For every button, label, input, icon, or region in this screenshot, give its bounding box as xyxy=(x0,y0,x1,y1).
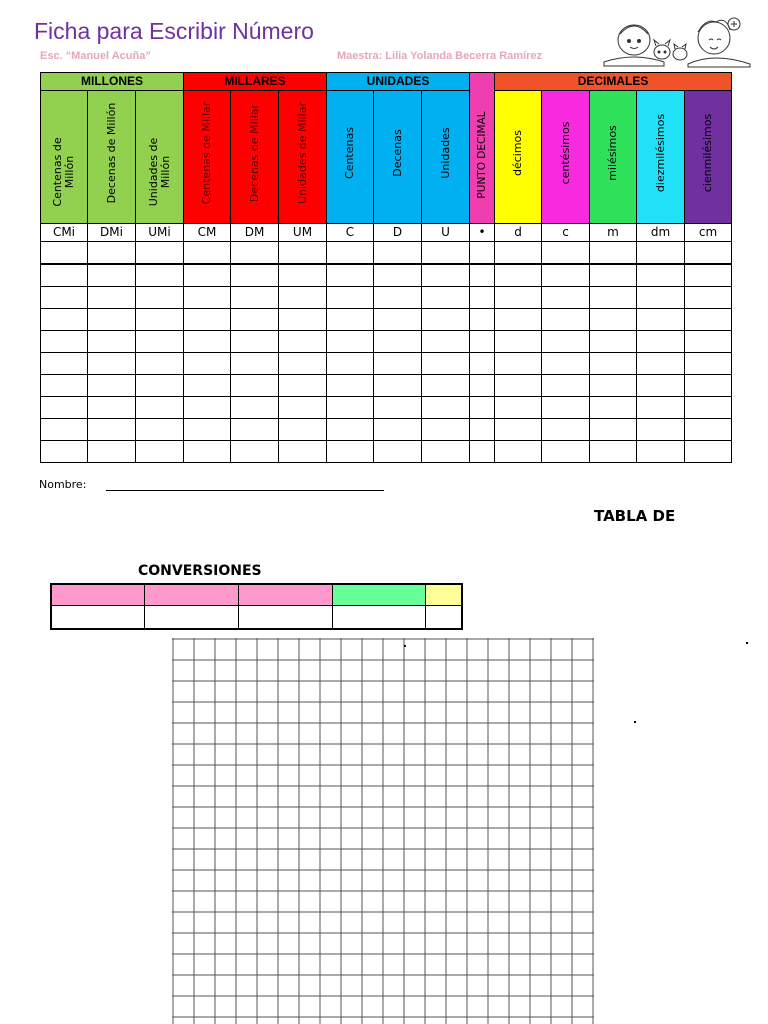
col-decenas-millar xyxy=(231,91,279,224)
table-row xyxy=(41,264,732,287)
digit-cell[interactable] xyxy=(41,264,88,287)
digit-cell[interactable] xyxy=(231,287,279,309)
col-milesimos xyxy=(590,91,637,224)
digit-cell[interactable] xyxy=(279,264,327,287)
digit-cell[interactable] xyxy=(279,375,327,397)
digit-cell[interactable] xyxy=(637,242,685,265)
digit-cell[interactable] xyxy=(685,441,732,463)
table-row xyxy=(41,419,732,441)
col-punto-decimal xyxy=(470,73,495,224)
digit-cell[interactable] xyxy=(495,353,542,375)
grid-paper xyxy=(172,638,594,1024)
digit-cell[interactable] xyxy=(590,287,637,309)
table-row xyxy=(41,242,732,265)
conversion-header-row xyxy=(51,584,462,606)
digit-cell[interactable] xyxy=(327,353,374,375)
digit-cell[interactable] xyxy=(685,264,732,287)
digit-cell[interactable] xyxy=(637,419,685,441)
digit-cell[interactable] xyxy=(88,242,136,265)
digit-cell[interactable] xyxy=(41,419,88,441)
digit-cell[interactable] xyxy=(542,264,590,287)
digit-cell[interactable] xyxy=(495,264,542,287)
digit-cell[interactable] xyxy=(279,309,327,331)
digit-cell[interactable] xyxy=(470,331,495,353)
digit-cell[interactable] xyxy=(327,419,374,441)
group-decimales: DECIMALES xyxy=(495,73,732,91)
digit-cell[interactable] xyxy=(231,419,279,441)
col-centenas xyxy=(327,91,374,224)
abbr-cell: D xyxy=(374,224,422,242)
digit-cell[interactable] xyxy=(136,419,184,441)
digit-cell[interactable] xyxy=(590,397,637,419)
digit-cell[interactable] xyxy=(637,287,685,309)
digit-cell[interactable] xyxy=(422,287,470,309)
digit-cell[interactable] xyxy=(327,375,374,397)
digit-cell[interactable] xyxy=(184,375,231,397)
digit-cell[interactable] xyxy=(637,375,685,397)
digit-cell[interactable] xyxy=(184,309,231,331)
digit-cell[interactable] xyxy=(590,309,637,331)
abbr-cell: d xyxy=(495,224,542,242)
digit-cell[interactable] xyxy=(637,441,685,463)
nombre-field[interactable] xyxy=(106,490,384,491)
digit-cell[interactable] xyxy=(374,353,422,375)
nombre-label: Nombre: xyxy=(39,478,87,491)
digit-cell[interactable] xyxy=(590,419,637,441)
school-name: Esc. “Manuel Acuña” xyxy=(40,50,151,62)
abbr-cell: UMi xyxy=(136,224,184,242)
conversion-header-cell xyxy=(144,584,238,606)
digit-cell[interactable] xyxy=(41,242,88,265)
digit-cell[interactable] xyxy=(184,264,231,287)
digit-cell[interactable] xyxy=(88,353,136,375)
conversion-header-cell xyxy=(332,584,425,606)
table-row xyxy=(41,441,732,463)
col-label: Centenas de Millar xyxy=(200,101,213,205)
col-decenas xyxy=(374,91,422,224)
digit-cell[interactable] xyxy=(41,441,88,463)
children-clipart-icon xyxy=(596,14,756,68)
col-diezmilesimos xyxy=(637,91,685,224)
abbr-cell: m xyxy=(590,224,637,242)
table-row xyxy=(41,331,732,353)
group-millones: MILLONES xyxy=(41,73,184,91)
digit-cell[interactable] xyxy=(279,242,327,265)
digit-cell[interactable] xyxy=(41,287,88,309)
abbr-cell: DM xyxy=(231,224,279,242)
group-unidades: UNIDADES xyxy=(327,73,470,91)
digit-cell[interactable] xyxy=(184,353,231,375)
digit-cell[interactable] xyxy=(590,264,637,287)
digit-cell[interactable] xyxy=(637,397,685,419)
digit-cell[interactable] xyxy=(422,419,470,441)
digit-cell[interactable] xyxy=(374,287,422,309)
digit-cell[interactable] xyxy=(685,397,732,419)
punto-decimal-label: PUNTO DECIMAL xyxy=(476,111,489,199)
digit-cell[interactable] xyxy=(41,309,88,331)
digit-cell[interactable] xyxy=(542,441,590,463)
digit-cell[interactable] xyxy=(470,264,495,287)
stray-dot xyxy=(746,642,748,644)
digit-cell[interactable] xyxy=(422,441,470,463)
digit-cell[interactable] xyxy=(327,264,374,287)
table-row xyxy=(41,309,732,331)
digit-cell[interactable] xyxy=(470,419,495,441)
digit-cell[interactable] xyxy=(279,397,327,419)
digit-cell[interactable] xyxy=(637,309,685,331)
digit-cell[interactable] xyxy=(542,397,590,419)
digit-cell[interactable] xyxy=(374,441,422,463)
table-row xyxy=(41,353,732,375)
col-label: Decenas de Millar xyxy=(247,103,261,203)
col-decenas-millon xyxy=(88,91,136,224)
digit-cell[interactable] xyxy=(88,419,136,441)
col-cienmilesimos xyxy=(685,91,732,224)
digit-cell[interactable] xyxy=(542,242,590,265)
col-decimos xyxy=(495,91,542,224)
conversion-value-cell[interactable] xyxy=(425,606,462,630)
digit-cell[interactable] xyxy=(279,441,327,463)
digit-cell[interactable] xyxy=(495,331,542,353)
conversion-header-cell xyxy=(51,584,144,606)
digit-cell[interactable] xyxy=(590,375,637,397)
col-unidades-millon xyxy=(136,91,184,224)
digit-cell[interactable] xyxy=(590,331,637,353)
digit-cell[interactable] xyxy=(542,309,590,331)
digit-cell[interactable] xyxy=(590,242,637,265)
digit-cell[interactable] xyxy=(495,287,542,309)
digit-cell[interactable] xyxy=(279,287,327,309)
digit-cell[interactable] xyxy=(495,309,542,331)
digit-cell[interactable] xyxy=(495,375,542,397)
digit-cell[interactable] xyxy=(542,353,590,375)
digit-cell[interactable] xyxy=(422,309,470,331)
col-label: Unidades de Millar xyxy=(295,102,309,204)
digit-cell[interactable] xyxy=(231,441,279,463)
col-centenas-millar xyxy=(184,91,231,224)
digit-cell[interactable] xyxy=(542,287,590,309)
digit-cell[interactable] xyxy=(231,375,279,397)
digit-cell[interactable] xyxy=(590,441,637,463)
abbr-cell: CMi xyxy=(41,224,88,242)
digit-cell[interactable] xyxy=(685,242,732,265)
digit-cell[interactable] xyxy=(231,264,279,287)
col-label: centésimos xyxy=(558,121,572,185)
digit-cell[interactable] xyxy=(136,375,184,397)
digit-cell[interactable] xyxy=(542,419,590,441)
digit-cell[interactable] xyxy=(495,441,542,463)
digit-cell[interactable] xyxy=(327,309,374,331)
col-label: Unidades de Millón xyxy=(146,137,172,207)
digit-cell[interactable] xyxy=(327,441,374,463)
col-label: Unidades xyxy=(438,127,452,179)
digit-cell[interactable] xyxy=(374,242,422,265)
digit-cell[interactable] xyxy=(41,331,88,353)
digit-cell[interactable] xyxy=(41,353,88,375)
conversion-title-line1: TABLA DE xyxy=(594,507,676,525)
digit-cell[interactable] xyxy=(327,287,374,309)
digit-cell[interactable] xyxy=(136,264,184,287)
digit-cell[interactable] xyxy=(374,331,422,353)
abbr-cell: U xyxy=(422,224,470,242)
stray-dot xyxy=(634,721,636,723)
digit-cell[interactable] xyxy=(231,353,279,375)
digit-cell[interactable] xyxy=(184,419,231,441)
abbr-cell: c xyxy=(542,224,590,242)
digit-cell[interactable] xyxy=(422,397,470,419)
abbr-cell: cm xyxy=(685,224,732,242)
digit-cell[interactable] xyxy=(495,419,542,441)
conversion-value-cell[interactable] xyxy=(51,606,144,630)
abbr-cell: CM xyxy=(184,224,231,242)
digit-cell[interactable] xyxy=(184,441,231,463)
digit-cell[interactable] xyxy=(374,309,422,331)
abbr-cell: UM xyxy=(279,224,327,242)
digit-cell[interactable] xyxy=(88,309,136,331)
digit-cell[interactable] xyxy=(374,375,422,397)
digit-cell[interactable] xyxy=(685,331,732,353)
conversion-header-cell xyxy=(238,584,332,606)
col-unidades xyxy=(422,91,470,224)
digit-cell[interactable] xyxy=(184,287,231,309)
digit-cell[interactable] xyxy=(327,397,374,419)
abbr-cell: • xyxy=(470,224,495,242)
digit-cell[interactable] xyxy=(542,331,590,353)
digit-cell[interactable] xyxy=(685,375,732,397)
digit-cell[interactable] xyxy=(685,353,732,375)
digit-cell[interactable] xyxy=(470,397,495,419)
digit-cell[interactable] xyxy=(136,397,184,419)
digit-cell[interactable] xyxy=(41,397,88,419)
table-row xyxy=(41,397,732,419)
digit-cell[interactable] xyxy=(422,331,470,353)
digit-cell[interactable] xyxy=(470,242,495,265)
page-title: Ficha para Escribir Número xyxy=(34,18,314,44)
digit-cell[interactable] xyxy=(88,331,136,353)
abbr-cell: DMi xyxy=(88,224,136,242)
conversion-value-row xyxy=(51,606,462,630)
digit-cell[interactable] xyxy=(327,331,374,353)
digit-cell[interactable] xyxy=(88,287,136,309)
digit-cell[interactable] xyxy=(279,419,327,441)
col-label: Centenas de Millón xyxy=(51,137,76,207)
digit-cell[interactable] xyxy=(422,264,470,287)
digit-cell[interactable] xyxy=(637,331,685,353)
digit-cell[interactable] xyxy=(374,264,422,287)
conversion-header-cell xyxy=(425,584,462,606)
digit-cell[interactable] xyxy=(136,353,184,375)
abbr-cell: C xyxy=(327,224,374,242)
digit-cell[interactable] xyxy=(184,242,231,265)
digit-cell[interactable] xyxy=(279,331,327,353)
digit-cell[interactable] xyxy=(637,353,685,375)
table-row xyxy=(41,287,732,309)
digit-cell[interactable] xyxy=(231,397,279,419)
abbreviation-row xyxy=(41,224,732,242)
digit-cell[interactable] xyxy=(231,309,279,331)
digit-cell[interactable] xyxy=(470,353,495,375)
table-row xyxy=(41,375,732,397)
digit-cell[interactable] xyxy=(422,375,470,397)
digit-cell[interactable] xyxy=(685,419,732,441)
digit-cell[interactable] xyxy=(422,242,470,265)
digit-cell[interactable] xyxy=(495,397,542,419)
digit-cell[interactable] xyxy=(88,264,136,287)
col-centenas-millon xyxy=(41,91,88,224)
conversion-value-cell[interactable] xyxy=(144,606,238,630)
digit-cell[interactable] xyxy=(637,264,685,287)
digit-cell[interactable] xyxy=(685,309,732,331)
digit-cell[interactable] xyxy=(685,287,732,309)
digit-cell[interactable] xyxy=(495,242,542,265)
conversion-title-line2: CONVERSIONES xyxy=(138,563,262,579)
col-label: cienmilésimos xyxy=(701,113,715,193)
stray-dot xyxy=(404,645,406,647)
col-label: Centenas xyxy=(343,127,356,179)
col-label: Decenas xyxy=(390,129,404,177)
teacher-name: Maestra: Lilia Yolanda Becerra Ramírez xyxy=(337,50,543,62)
col-label: milésimos xyxy=(606,125,620,181)
digit-cell[interactable] xyxy=(136,309,184,331)
conversion-table xyxy=(50,583,463,630)
digit-cell[interactable] xyxy=(374,419,422,441)
place-value-table xyxy=(40,72,732,463)
digit-cell[interactable] xyxy=(136,242,184,265)
digit-cell[interactable] xyxy=(41,375,88,397)
col-label: Decenas de Millón xyxy=(104,102,118,204)
digit-cell[interactable] xyxy=(374,397,422,419)
col-unidades-millar xyxy=(279,91,327,224)
digit-cell[interactable] xyxy=(590,353,637,375)
col-centesimos xyxy=(542,91,590,224)
digit-cell[interactable] xyxy=(88,397,136,419)
abbr-cell: dm xyxy=(637,224,685,242)
digit-cell[interactable] xyxy=(470,287,495,309)
col-label: diezmilésimos xyxy=(653,113,667,193)
digit-cell[interactable] xyxy=(136,287,184,309)
digit-cell[interactable] xyxy=(422,353,470,375)
digit-cell[interactable] xyxy=(184,331,231,353)
digit-cell[interactable] xyxy=(136,331,184,353)
digit-cell[interactable] xyxy=(231,331,279,353)
digit-cell[interactable] xyxy=(470,309,495,331)
digit-cell[interactable] xyxy=(88,375,136,397)
digit-cell[interactable] xyxy=(327,242,374,265)
digit-cell[interactable] xyxy=(88,441,136,463)
digit-cell[interactable] xyxy=(279,353,327,375)
group-millares: MILLARES xyxy=(184,73,327,91)
digit-cell[interactable] xyxy=(136,441,184,463)
conversion-value-cell[interactable] xyxy=(332,606,425,630)
digit-cell[interactable] xyxy=(231,242,279,265)
digit-cell[interactable] xyxy=(470,441,495,463)
digit-cell[interactable] xyxy=(470,375,495,397)
col-label: décimos xyxy=(511,129,525,177)
conversion-value-cell[interactable] xyxy=(238,606,332,630)
digit-cell[interactable] xyxy=(542,375,590,397)
digit-cell[interactable] xyxy=(184,397,231,419)
